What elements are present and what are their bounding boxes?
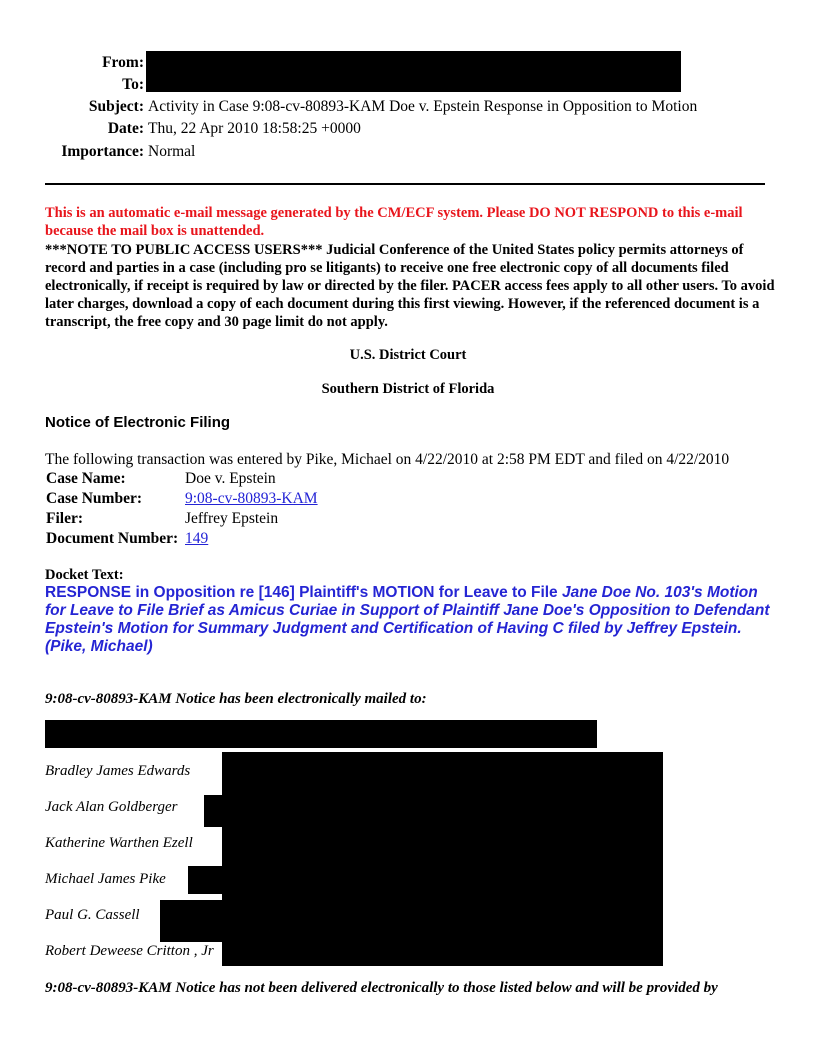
date-row [0,118,816,140]
filer-value: Jeffrey Epstein [185,510,279,527]
date-label: Date: [107,120,144,137]
from-label: From: [102,54,144,71]
docket-text [45,584,780,656]
case-number-link[interactable]: 9:08-cv-80893-KAM [185,490,318,507]
court-name: U.S. District Court [349,347,467,363]
case-name-label: Case Name: [46,470,126,487]
redaction-from-to [146,51,681,92]
redaction-recipient-emails [188,866,228,894]
public-access-note: ***NOTE TO PUBLIC ACCESS USERS*** Judicial Conference of the United States policy permits attorneys of record and parties in a case (including pro se litigants) to receive one free electronic copy of all documents filed electronically, if receipt is required by law or directed by the filer. PACER access fees apply to all other users. To avoid later charges, download a copy of each document during this first viewing. However, if the referenced document is a transcript, the free copy and 30 page limit do not apply. [45,242,775,330]
transaction-line: The following transaction was entered by Pike, Michael on 4/22/2010 at 2:58 PM EDT and filed on 4/22/2010 [45,451,730,468]
recipient-name: Jack Alan Goldberger [45,799,178,815]
importance-value: Normal [148,143,196,160]
recipient-name: Michael James Pike [45,871,166,887]
docket-text-italic: Jane Doe No. 103's Motion for Leave to File Brief as Amicus Curiae in Support of Plaintiff Jane Doe's Opposition to Defendant Epstein's Motion for Summary Judgment and Certification of Having C filed by Jeffrey Epstein. (Pike, Michael) [45,584,770,655]
document-number-link[interactable]: 149 [185,530,209,547]
redaction-recipient-emails [160,900,230,942]
recipient-name: Bradley James Edwards [45,763,191,779]
not-delivered-heading: 9:08-cv-80893-KAM Notice has not been delivered electronically to those listed below and will be provided by [45,980,718,996]
district-name: Southern District of Florida [321,381,495,397]
to-label: To: [122,76,144,93]
importance-row [0,141,816,163]
date-value: Thu, 22 Apr 2010 18:58:25 +0000 [148,120,361,137]
recipient-name: Paul G. Cassell [45,907,140,923]
subject-label: Subject: [88,98,144,115]
subject-row [0,96,816,118]
recipient-name: Katherine Warthen Ezell [45,835,193,851]
redaction-recipient-row [45,720,597,748]
importance-label: Importance: [61,143,144,160]
document-number-label: Document Number: [46,530,179,547]
header-divider [45,183,765,185]
mailed-heading: 9:08-cv-80893-KAM Notice has been electronically mailed to: [45,691,427,707]
filer-label: Filer: [46,510,84,527]
recipient-name: Robert Deweese Critton , Jr [45,943,214,959]
case-name-value: Doe v. Epstein [185,470,276,487]
docket-text-label: Docket Text: [45,567,124,583]
redaction-recipient-emails [222,752,663,966]
nef-heading: Notice of Electronic Filing [45,414,231,431]
auto-message-warning: This is an automatic e-mail message generated by the CM/ECF system. Please DO NOT RESPOND to this e-mail because the mail box is unattended. [45,205,743,239]
redaction-recipient-emails [204,795,234,827]
case-number-label: Case Number: [46,490,142,507]
subject-value: Activity in Case 9:08-cv-80893-KAM Doe v. Epstein Response in Opposition to Motion [148,98,698,115]
docket-text-lead: RESPONSE in Opposition re [146] Plaintiff's MOTION for Leave to File [45,584,562,601]
